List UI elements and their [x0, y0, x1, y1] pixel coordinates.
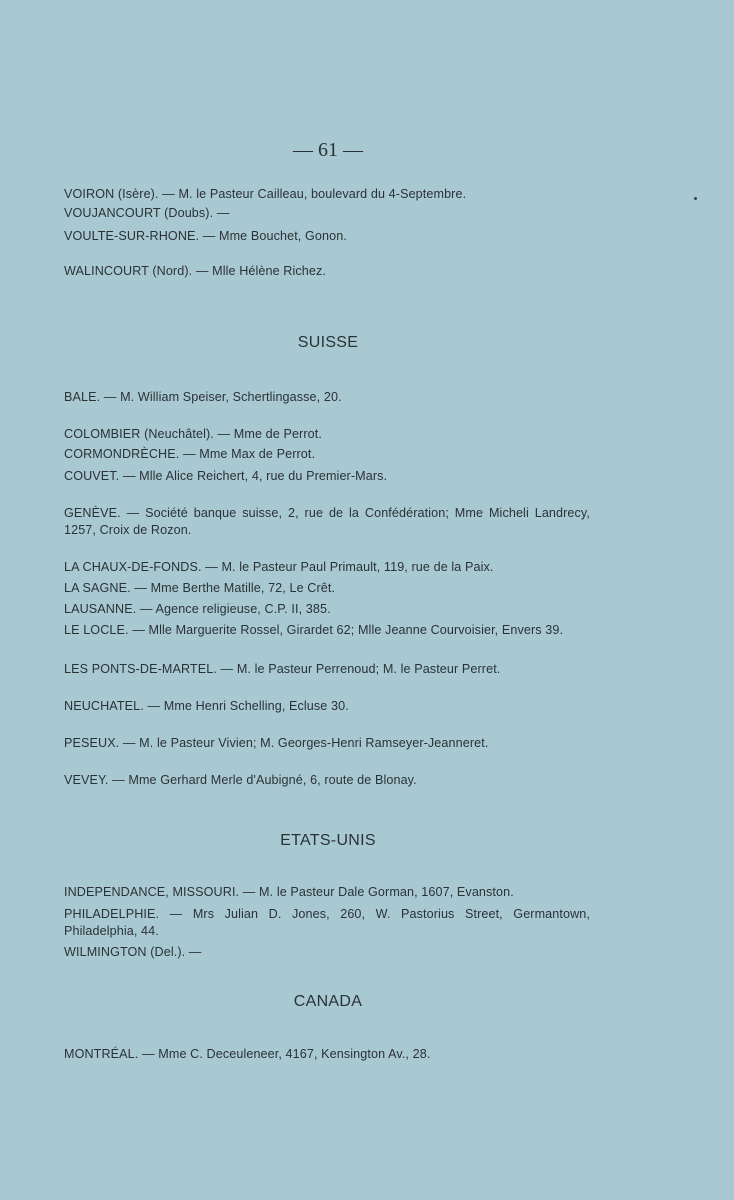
entry-bale: BALE. — M. William Speiser, Schertlingasse, 20. — [64, 390, 342, 404]
entry-voujancourt: VOUJANCOURT (Doubs). — — [64, 206, 230, 220]
entry-geneve: GENÈVE. — Société banque suisse, 2, rue de la Confédération; Mme Micheli Landrecy, 1257, Croix de Rozon. — [64, 506, 590, 537]
entry-philadelphie: PHILADELPHIE. — Mrs Julian D. Jones, 260, W. Pastorius Street, Germantown, Philadelphia, 44. — [64, 907, 590, 938]
entry-voulte-sur-rhone: VOULTE-SUR-RHONE. — Mme Bouchet, Gonon. — [64, 229, 347, 243]
entry-peseux: PESEUX. — M. le Pasteur Vivien; M. Georges-Henri Ramseyer-Jeanneret. — [64, 736, 489, 750]
entry-walincourt: WALINCOURT (Nord). — Mlle Hélène Richez. — [64, 264, 326, 278]
heading-canada: CANADA — [293, 993, 363, 1010]
entry-wilmington: WILMINGTON (Del.). — — [64, 945, 202, 959]
heading-suisse: SUISSE — [297, 334, 359, 351]
entry-neuchatel: NEUCHATEL. — Mme Henri Schelling, Ecluse 30. — [64, 699, 349, 713]
entry-les-ponts-de-martel: LES PONTS-DE-MARTEL. — M. le Pasteur Perrenoud; M. le Pasteur Perret. — [64, 662, 501, 676]
paper-speck — [694, 197, 697, 200]
entry-montreal: MONTRÉAL. — Mme C. Deceuleneer, 4167, Kensington Av., 28. — [64, 1047, 431, 1061]
entry-colombier: COLOMBIER (Neuchâtel). — Mme de Perrot. — [64, 427, 322, 441]
entry-couvet: COUVET. — Mlle Alice Reichert, 4, rue du Premier-Mars. — [64, 469, 388, 483]
entry-voiron: VOIRON (Isère). — M. le Pasteur Cailleau, boulevard du 4-Septembre. — [64, 187, 467, 201]
entry-lausanne: LAUSANNE. — Agence religieuse, C.P. II, 385. — [64, 602, 331, 616]
entry-cormondreche: CORMONDRÈCHE. — Mme Max de Perrot. — [64, 447, 316, 461]
heading-etats-unis: ETATS-UNIS — [280, 832, 376, 849]
entry-independance: INDEPENDANCE, MISSOURI. — M. le Pasteur Dale Gorman, 1607, Evanston. — [64, 885, 514, 899]
page-number: — 61 — — [293, 139, 363, 161]
entry-vevey: VEVEY. — Mme Gerhard Merle d'Aubigné, 6, route de Blonay. — [64, 773, 417, 787]
entry-la-chaux-de-fonds: LA CHAUX-DE-FONDS. — M. le Pasteur Paul Primault, 119, rue de la Paix. — [64, 560, 494, 574]
entry-la-sagne: LA SAGNE. — Mme Berthe Matille, 72, Le Crêt. — [64, 581, 336, 595]
entry-le-locle: LE LOCLE. — Mlle Marguerite Rossel, Girardet 62; Mlle Jeanne Courvoisier, Envers 39. — [64, 623, 564, 637]
